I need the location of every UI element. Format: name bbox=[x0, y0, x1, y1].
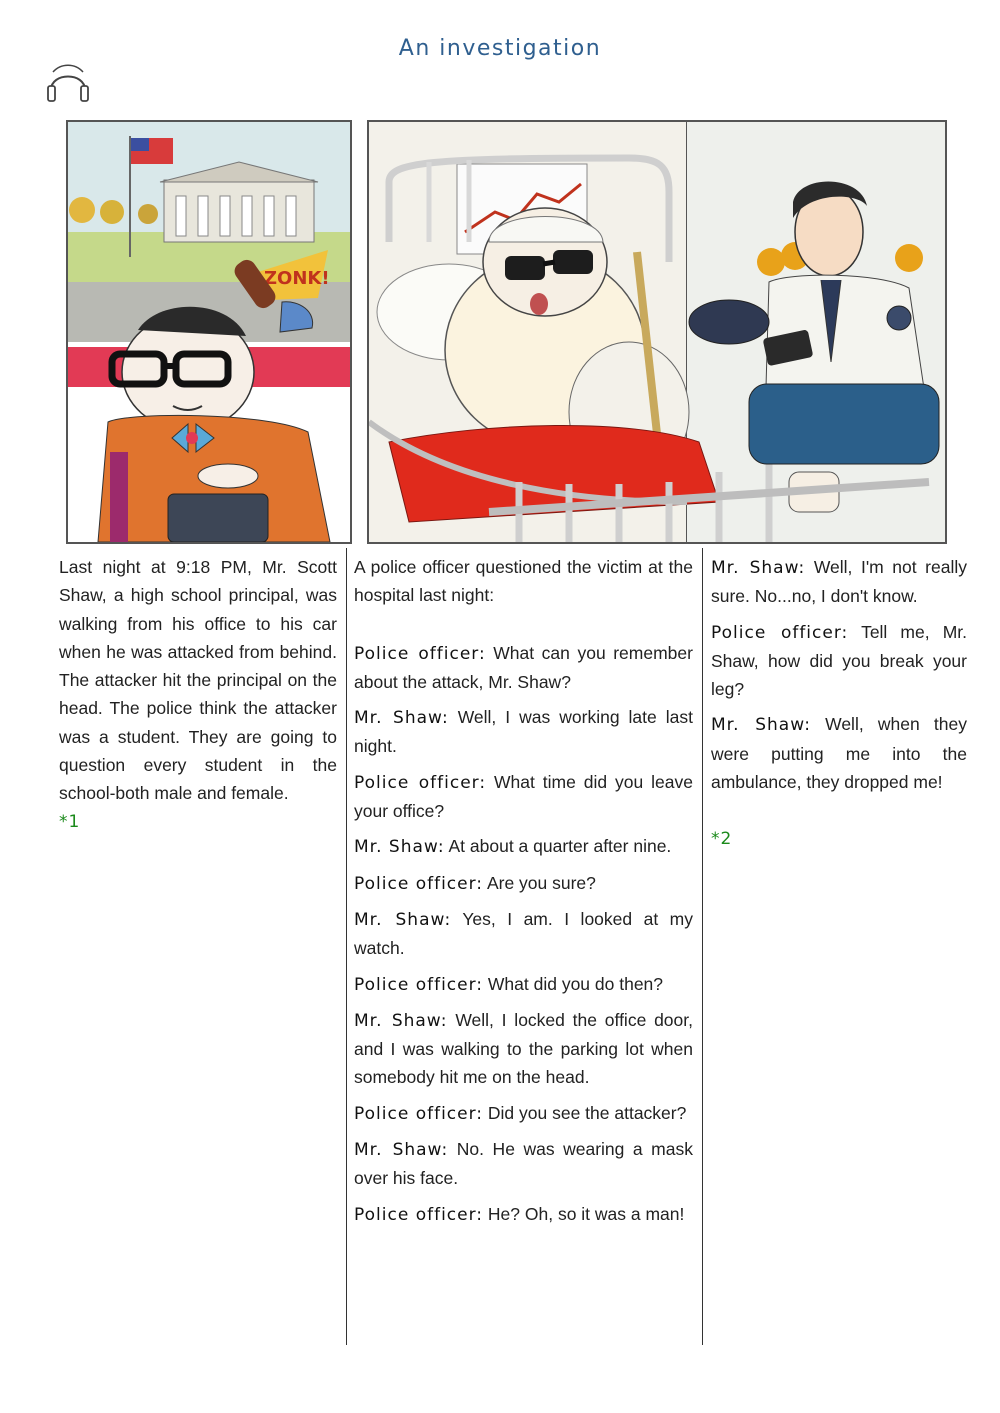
speaker-label: Mr. Shaw: bbox=[354, 1010, 448, 1031]
dialogue-text: What can you remember about the attack, Mr. Shaw? bbox=[354, 642, 693, 692]
column-divider-left bbox=[346, 548, 347, 1345]
hospital-illustration bbox=[369, 122, 945, 542]
dialogue-line bbox=[354, 970, 693, 999]
dialogue-line bbox=[711, 553, 967, 611]
dialogue-line bbox=[354, 1135, 693, 1193]
dialogue-line bbox=[354, 905, 693, 963]
speaker-label: Mr. Shaw: bbox=[354, 909, 452, 930]
story-paragraph: Last night at 9:18 PM, Mr. Scott Shaw, a high school principal, was walking from his office to his car when he was attacked from behind. The attacker hit the principal on the head. The police think the attacker was a student. They are going to question every student in the school-both male and female. bbox=[59, 557, 337, 804]
audio-marker-1[interactable]: *1 bbox=[59, 811, 81, 832]
dialogue-text: Are you sure? bbox=[486, 872, 596, 893]
speaker-label: Mr. Shaw: bbox=[354, 837, 445, 858]
speaker-label: Mr. Shaw: bbox=[711, 715, 811, 736]
dialogue-text: No. He was wearing a mask over his face. bbox=[354, 1139, 693, 1189]
dialogue-line bbox=[711, 710, 967, 796]
dialogue-line bbox=[354, 1099, 693, 1128]
dialogue-line bbox=[354, 768, 693, 826]
speaker-label: Police officer: bbox=[354, 1204, 484, 1225]
dialogue-text: Well, I'm not really sure. No...no, I don't know. bbox=[711, 557, 967, 607]
dialogue-text: Did you see the attacker? bbox=[487, 1102, 687, 1123]
story-column-left bbox=[59, 553, 337, 836]
dialogue-text: He? Oh, so it was a man! bbox=[487, 1203, 685, 1224]
dialogue-text: Well, I was working late last night. bbox=[354, 707, 693, 757]
dialogue-line bbox=[711, 618, 967, 704]
dialogue-column-middle bbox=[354, 553, 693, 1236]
attack-illustration bbox=[68, 122, 350, 542]
dialogue-intro: A police officer questioned the victim at the hospital last night: bbox=[354, 557, 693, 606]
dialogue-text: What time did you leave your office? bbox=[354, 771, 693, 822]
dialogue-column-right bbox=[711, 553, 967, 854]
page-title: An investigation bbox=[398, 36, 602, 61]
dialogue-text: At about a quarter after nine. bbox=[448, 836, 672, 857]
speaker-label: Police officer: bbox=[354, 1103, 484, 1124]
comic-panel-attack bbox=[66, 120, 352, 544]
speaker-label: Mr. Shaw: bbox=[354, 708, 449, 729]
dialogue-text: What did you do then? bbox=[487, 973, 664, 994]
dialogue-text: Tell me, Mr. Shaw, how did you break your leg? bbox=[711, 621, 967, 700]
speaker-label: Police officer: bbox=[711, 622, 849, 643]
speaker-label: Mr. Shaw: bbox=[711, 558, 806, 578]
speaker-label: Police officer: bbox=[354, 643, 486, 664]
dialogue-line bbox=[354, 869, 693, 898]
speaker-label: Police officer: bbox=[354, 772, 487, 793]
headphones-icon[interactable] bbox=[45, 60, 91, 104]
speaker-label: Mr. Shaw: bbox=[354, 1140, 449, 1161]
column-divider-right bbox=[702, 548, 703, 1345]
dialogue-text: Yes, I am. I looked at my watch. bbox=[354, 908, 693, 959]
comic-panel-hospital bbox=[367, 120, 947, 544]
dialogue-line bbox=[354, 1200, 693, 1229]
dialogue-text: Well, I locked the office door, and I was walking to the parking lot when somebody hit me on the head. bbox=[354, 1009, 694, 1088]
audio-marker-2[interactable]: *2 bbox=[711, 829, 733, 850]
speaker-label: Police officer: bbox=[354, 873, 484, 894]
dialogue-line bbox=[354, 639, 693, 697]
dialogue-line bbox=[354, 1006, 693, 1092]
sound-effect-text: ZONK! bbox=[264, 268, 330, 289]
dialogue-line bbox=[354, 832, 693, 861]
speaker-label: Police officer: bbox=[354, 974, 484, 995]
dialogue-line bbox=[354, 703, 693, 761]
dialogue-text: Well, when they were putting me into the ambulance, they dropped me! bbox=[711, 714, 967, 793]
